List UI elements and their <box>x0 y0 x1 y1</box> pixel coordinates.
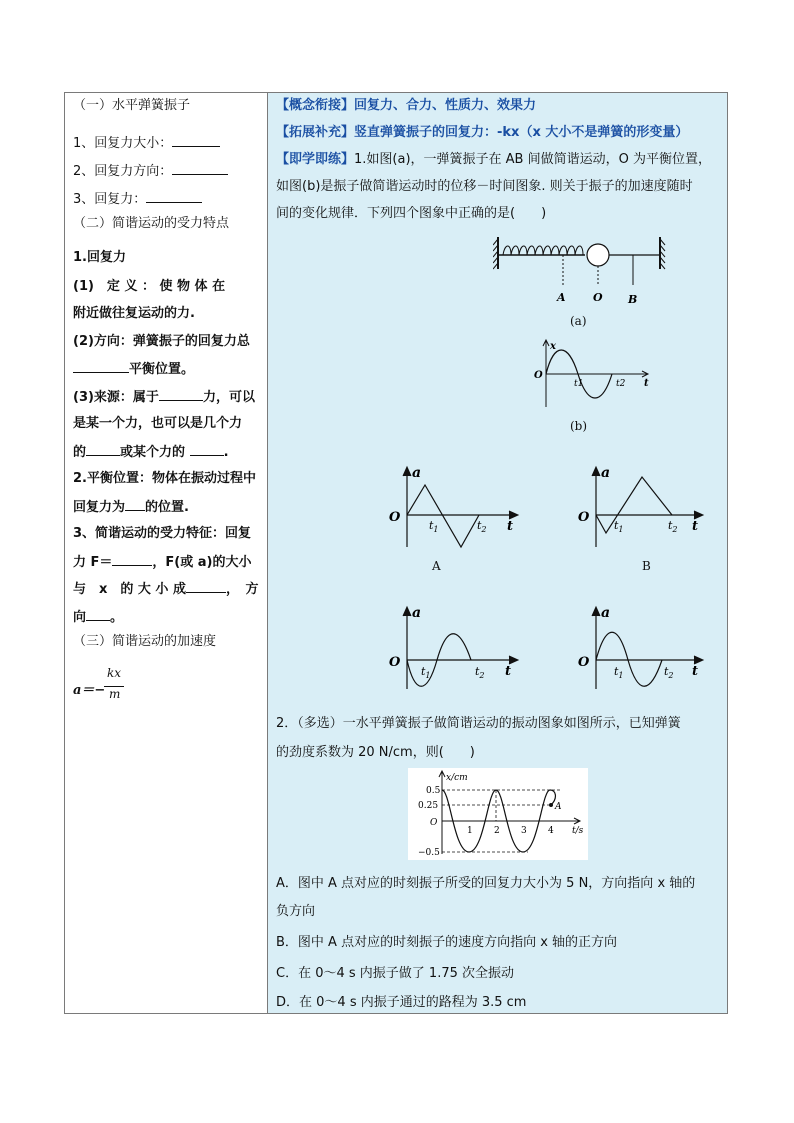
svg-text:t2: $t_2$ <box>475 665 485 680</box>
svg-text:t2: $t_2$ <box>668 519 678 534</box>
svg-text:3: 3 <box>521 826 527 836</box>
feature-line-3: 与 x 的 大 小 成 ， 方 <box>73 579 258 599</box>
option-b-graph <box>574 463 709 551</box>
svg-text:t2: $t_2$ <box>477 519 487 534</box>
question-restoring-magnitude: 1、回复力大小： <box>73 133 220 153</box>
svg-text:t1: t1 <box>574 379 584 389</box>
question-restoring-force: 3、回复力： <box>73 189 202 209</box>
svg-text:x/cm: x/cm <box>446 773 468 783</box>
practice-q2-line-1: 2．（多选）一水平弹簧振子做简谐运动的振动图象如图所示，已知弹簧 <box>276 716 681 731</box>
blank[interactable] <box>186 579 226 593</box>
svg-text:O: O <box>430 818 438 828</box>
feature-line-4: 向 。 <box>73 607 123 627</box>
svg-text:a: a <box>601 605 611 621</box>
blank[interactable] <box>172 133 220 147</box>
svg-text:O: O <box>578 655 590 670</box>
svg-text:t/s: t/s <box>572 826 584 836</box>
option-b-caption: B <box>642 559 651 573</box>
label-B: B <box>628 293 638 306</box>
figure-b-caption: (b) <box>570 419 588 433</box>
label-A: A <box>557 291 566 304</box>
svg-text:−0.5: −0.5 <box>418 848 440 858</box>
equilibrium-line-2: 回复力为 的位置. <box>73 497 189 517</box>
option-d-graph <box>574 603 709 693</box>
svg-text:t1: $t_1$ <box>614 665 624 680</box>
svg-text:2: 2 <box>494 826 500 836</box>
option-a-text-line-1: A．图中 A 点对应的时刻振子所受的回复力大小为 5 N，方向指向 x 轴的 <box>276 876 696 891</box>
section-title-horizontal-spring: （一）水平弹簧振子 <box>73 98 191 113</box>
blank[interactable] <box>112 552 152 566</box>
blank[interactable] <box>172 161 228 175</box>
svg-text:t: t <box>505 664 512 679</box>
source-line-2: 是某一个力，也可以是几个力 <box>73 416 243 431</box>
notes-column <box>65 93 268 1013</box>
heading-restoring-force: 1.回复力 <box>73 250 126 265</box>
worksheet-table <box>64 92 728 1014</box>
feature-line-1: 3、简谐运动的受力特征：回复 <box>73 526 252 541</box>
section-title-force-features: （二）简谐运动的受力特点 <box>73 216 230 231</box>
blank[interactable] <box>125 497 145 511</box>
direction-line-1: (2)方向：弹簧振子的回复力总 <box>73 334 250 349</box>
option-c-graph <box>385 603 525 693</box>
svg-text:A: A <box>555 802 562 812</box>
option-b-text: B．图中 A 点对应的时刻振子的速度方向指向 x 轴的正方向 <box>276 935 618 950</box>
svg-text:O: O <box>534 370 543 381</box>
extension-note: 【拓展补充】竖直弹簧振子的回复力：-kx（x 大小不是弹簧的形变量） <box>276 125 689 140</box>
question-restoring-direction: 2、回复力方向： <box>73 161 228 181</box>
displacement-time-graph <box>526 337 656 411</box>
svg-text:a: a <box>412 605 422 621</box>
definition-line-1: (1) 定 义 ： 使 物 体 在 <box>73 279 226 294</box>
svg-text:t2: $t_2$ <box>664 665 674 680</box>
svg-text:1: 1 <box>467 826 473 836</box>
label-O: O <box>593 291 603 304</box>
concept-link: 【概念衔接】回复力、合力、性质力、效果力 <box>276 98 537 113</box>
svg-text:t1: $t_1$ <box>614 519 624 534</box>
svg-text:O: O <box>578 510 590 525</box>
svg-text:O: O <box>389 510 401 525</box>
svg-text:t1: $t_1$ <box>429 519 439 534</box>
svg-text:t: t <box>507 519 514 534</box>
svg-text:x: x <box>550 341 556 352</box>
acceleration-formula: a＝− kx m <box>73 663 153 711</box>
equilibrium-line-1: 2.平衡位置：物体在振动过程中 <box>73 471 256 486</box>
option-a-caption: A <box>432 559 441 573</box>
blank[interactable] <box>86 607 110 621</box>
practice-q2-line-2: 的劲度系数为 20 N/cm，则( ) <box>276 745 475 760</box>
svg-text:t: t <box>692 519 699 534</box>
feature-line-2: 力 F＝ ，F(或 a)的大小 <box>73 552 251 572</box>
practice-q1-line-3: 间的变化规律．下列四个图象中正确的是( ) <box>276 206 547 221</box>
svg-text:t2: t2 <box>616 379 626 389</box>
vibration-graph <box>408 768 588 860</box>
direction-line-2: 平衡位置。 <box>73 359 194 379</box>
blank[interactable] <box>146 189 202 203</box>
section-title-acceleration: （三）简谐运动的加速度 <box>73 634 217 649</box>
practice-q1-line-1: 【即学即练】1.如图(a)，一弹簧振子在 AB 间做简谐运动，O 为平衡位置， <box>276 152 711 167</box>
blank[interactable] <box>86 442 120 456</box>
svg-text:4: 4 <box>548 826 554 836</box>
svg-text:0.25: 0.25 <box>418 801 439 811</box>
svg-text:O: O <box>389 655 401 670</box>
figure-a-caption: (a) <box>570 314 587 328</box>
svg-text:a: a <box>412 465 422 481</box>
blank[interactable] <box>73 359 129 373</box>
exercise-column <box>268 93 727 1013</box>
option-c-text: C．在 0～4 s 内振子做了 1.75 次全振动 <box>276 966 514 981</box>
svg-text:0.5: 0.5 <box>426 786 441 796</box>
blank[interactable] <box>190 442 224 456</box>
spring-oscillator-figure <box>493 233 673 308</box>
practice-q1-line-2: 如图(b)是振子做简谐运动时的位移－时间图象. 则关于振子的加速度随时 <box>276 179 693 194</box>
svg-text:a: a <box>601 465 611 481</box>
source-line-3: 的 或某个力的 . <box>73 442 229 462</box>
svg-text:t: t <box>644 378 649 389</box>
blank[interactable] <box>159 387 203 401</box>
option-d-text: D．在 0～4 s 内振子通过的路程为 3.5 cm <box>276 995 527 1010</box>
definition-line-2: 附近做往复运动的力. <box>73 306 195 321</box>
option-a-text-line-2: 负方向 <box>276 904 316 919</box>
svg-text:t1: $t_1$ <box>421 665 431 680</box>
svg-text:t: t <box>692 664 699 679</box>
option-a-graph <box>385 463 525 551</box>
source-line-1: (3)来源：属于 力，可以 <box>73 387 255 407</box>
